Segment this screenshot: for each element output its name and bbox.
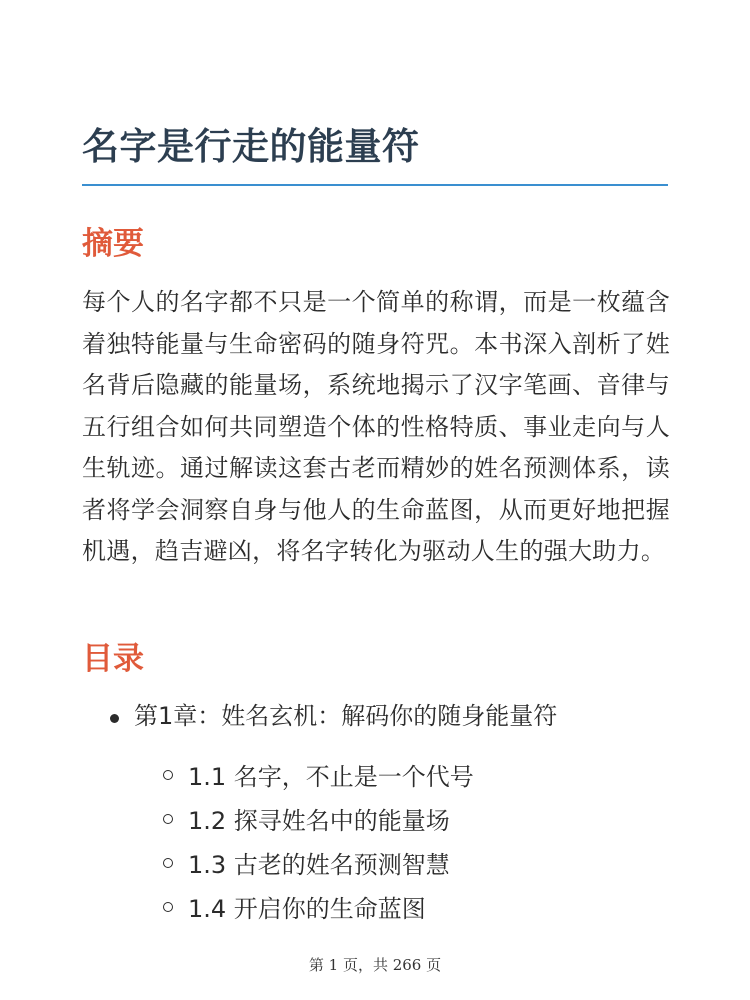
toc-section-1-1[interactable]: 1.1 名字，不止是一个代号 — [188, 763, 474, 791]
toc-section-1-3[interactable]: 1.3 古老的姓名预测智慧 — [188, 851, 450, 879]
bullet-circle-icon — [163, 902, 173, 912]
document-title: 名字是行走的能量符 — [82, 125, 420, 168]
toc-section-1-2[interactable]: 1.2 探寻姓名中的能量场 — [188, 807, 450, 835]
toc-section-1-4[interactable]: 1.4 开启你的生命蓝图 — [188, 895, 426, 923]
toc-heading: 目录 — [82, 641, 144, 677]
title-divider — [82, 184, 668, 186]
page-number-footer: 第 1 页，共 266 页 — [308, 956, 442, 974]
summary-paragraph: 每个人的名字都不只是一个简单的称谓，而是一枚蕴含着独特能量与生命密码的随身符咒。本书深入剖析了姓名背后隐藏的能量场，系统地揭示了汉字笔画、音律与五行组合如何共同塑造个体的性格特质、事业走向与人生轨迹。通过解读这套古老而精妙的姓名预测体系，读者将学会洞察自身与他人的生命蓝图，从而更好地把握机遇，趋吉避凶，将名字转化为驱动人生的强大助力。 — [82, 288, 670, 565]
toc-chapter-1[interactable]: 第1章：姓名玄机：解码你的随身能量符 — [134, 702, 558, 730]
bullet-circle-icon — [163, 814, 173, 824]
bullet-circle-icon — [163, 770, 173, 780]
bullet-disc-icon — [110, 714, 119, 723]
bullet-circle-icon — [163, 858, 173, 868]
summary-heading: 摘要 — [82, 226, 144, 262]
